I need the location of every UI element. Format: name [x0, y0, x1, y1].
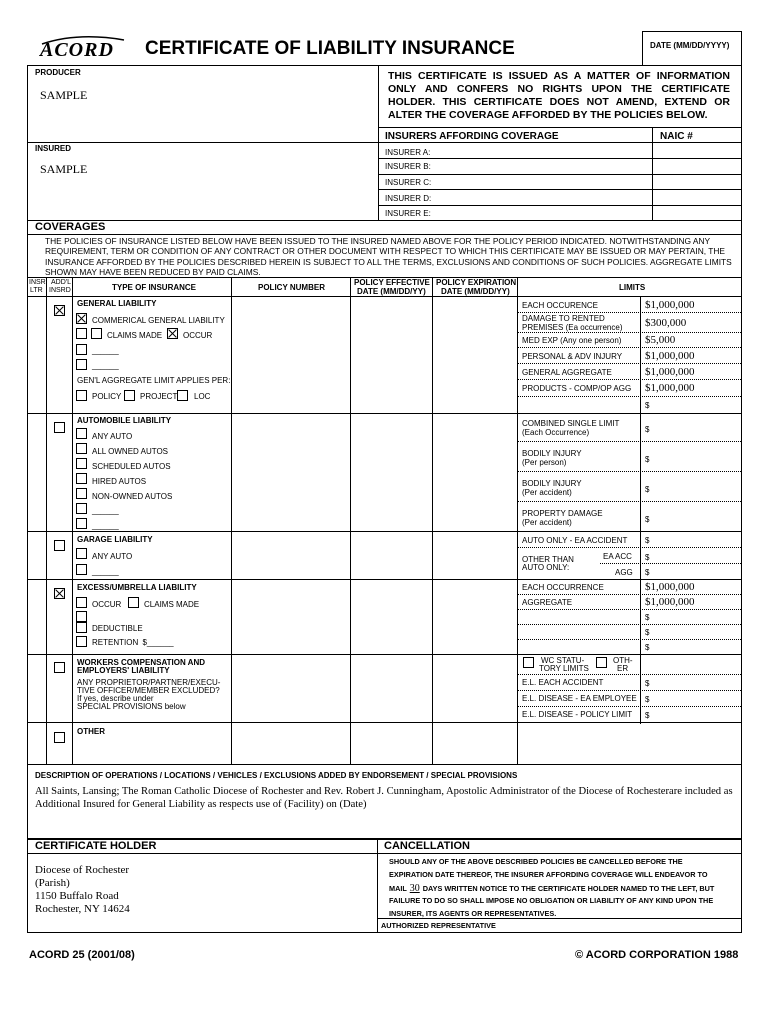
auto-limit-pd-1: PROPERTY DAMAGE — [522, 509, 603, 518]
col-eff-2: DATE (MM/DD/YY) — [357, 287, 426, 296]
gl-limit-damage-2: PREMISES (Ea occurrence) — [522, 323, 623, 332]
loc-label: LOC — [194, 392, 211, 401]
excess-value-aggregate[interactable]: $1,000,000 — [645, 596, 695, 608]
col-insr: INSR — [29, 279, 46, 286]
gl-value-products[interactable]: $1,000,000 — [645, 382, 695, 394]
garage-any-auto-checkbox[interactable] — [76, 548, 87, 559]
cancellation-line-5: INSURER, ITS AGENTS OR REPRESENTATIVES. — [389, 909, 557, 918]
commercial-gl-label: COMMERICAL GENERAL LIABILITY — [92, 316, 225, 325]
auto-limit-csl-1: COMBINED SINGLE LIMIT — [522, 419, 620, 428]
copyright: © ACORD CORPORATION 1988 — [575, 949, 739, 961]
auto-limit-bi-accident-2: (Per accident) — [522, 488, 572, 497]
certificate-notice: THIS CERTIFICATE IS ISSUED AS A MATTER OF INFORMATION ONLY AND CONFERS NO RIGHTS UPON THE CERTIFICATE HOLDER. THIS CERTIFICATE DOES NOT AMEND, EXTEND OR ALTER THE COVERAGE AFFORDED BY THE POLICIES BELOW. — [388, 70, 730, 121]
occur-label: OCCUR — [183, 331, 213, 340]
retention-amount[interactable]: $______ — [142, 638, 174, 647]
commercial-gl-checkbox[interactable] — [76, 313, 87, 324]
wc-question-3: If yes, describe under — [77, 694, 154, 703]
holder-line-3[interactable]: 1150 Buffalo Road — [35, 890, 119, 902]
gl-limit-personal: PERSONAL & ADV INJURY — [522, 352, 623, 361]
auto-blank-checkbox-1[interactable] — [76, 503, 87, 514]
page-title: CERTIFICATE OF LIABILITY INSURANCE — [145, 38, 515, 59]
scheduled-checkbox[interactable] — [76, 458, 87, 469]
cancellation-line-1: SHOULD ANY OF THE ABOVE DESCRIBED POLICIES BE CANCELLED BEFORE THE — [389, 857, 683, 866]
days-notice-text: DAYS WRITTEN NOTICE TO THE CERTIFICATE HOLDER NAMED TO THE LEFT, BUT — [422, 884, 715, 893]
occur-checkbox[interactable] — [167, 328, 178, 339]
claims-made-checkbox[interactable] — [91, 328, 102, 339]
auto-blank-line-2[interactable]: ______ — [92, 521, 119, 530]
insurer-e[interactable]: INSURER E: — [385, 209, 431, 218]
all-owned-label: ALL OWNED AUTOS — [92, 447, 169, 456]
cancellation-line-3 — [389, 883, 714, 894]
gl-blank-checkbox-3[interactable] — [76, 359, 87, 370]
wc-value-disease-employee[interactable]: $ — [645, 695, 650, 704]
insured-value[interactable]: SAMPLE — [40, 162, 88, 176]
holder-line-1[interactable]: Diocese of Rochester — [35, 864, 130, 876]
auto-value-csl[interactable]: $ — [645, 425, 650, 434]
auto-limit-bi-person-1: BODILY INJURY — [522, 449, 582, 458]
project-checkbox[interactable] — [124, 390, 135, 401]
date-label: DATE (MM/DD/YYYY) — [650, 41, 730, 50]
notice-days[interactable]: 30 — [409, 883, 420, 894]
scheduled-label: SCHEDULED AUTOS — [92, 462, 171, 471]
wc-value-each-accident[interactable]: $ — [645, 679, 650, 688]
wc-value-disease-policy[interactable]: $ — [645, 711, 650, 720]
auto-limit-pd-2: (Per accident) — [522, 518, 572, 527]
wc-oth-2: ER — [617, 664, 629, 673]
gl-agg-applies: GEN'L AGGREGATE LIMIT APPLIES PER: — [77, 376, 231, 385]
gl-addl-checkbox[interactable] — [54, 305, 65, 316]
producer-value[interactable]: SAMPLE — [40, 88, 88, 102]
wc-limit-disease-employee: E.L. DISEASE - EA EMPLOYEE — [522, 694, 637, 703]
gl-limit-each-occurrence: EACH OCCURENCE — [522, 301, 599, 310]
naic-heading: NAIC # — [660, 131, 693, 142]
coverages-text: THE POLICIES OF INSURANCE LISTED BELOW HAVE BEEN ISSUED TO THE INSURED NAMED ABOVE FOR THE POLICY PERIOD INDICATED. NOTWITHSTANDING ANY REQUIREMENT, TERM OR CONDITION OF ANY CONTRACT OR OTHER DOCUMENT WITH RESPECT TO WHICH THIS CERTIFICATE MAY BE ISSUED OR MAY PERTAIN, THE INSURANCE AFFORDED BY THE POLICIES DESCRIBED HEREIN IS SUBJECT TO ALL THE TERMS, EXCLUSIONS AND CONDITIONS OF SUCH POLICIES. AGGREGATE LIMITS SHOWN MAY HAVE BEEN REDUCED BY PAID CLAIMS. — [45, 236, 732, 278]
retention-label — [92, 638, 174, 648]
gl-blank-checkbox-1[interactable] — [76, 328, 87, 339]
garage-limit-auto-only: AUTO ONLY - EA ACCIDENT — [522, 536, 628, 545]
excess-value-5[interactable]: $ — [645, 643, 650, 652]
excess-addl-checkbox[interactable] — [54, 588, 65, 599]
insurer-c[interactable]: INSURER C: — [385, 178, 432, 187]
wc-question-2: TIVE OFFICER/MEMBER EXCLUDED? — [77, 686, 220, 695]
wc-title-1: WORKERS COMPENSATION AND — [77, 658, 205, 667]
hired-label: HIRED AUTOS — [92, 477, 147, 486]
auto-blank-checkbox-2[interactable] — [76, 518, 87, 529]
excess-occur-checkbox[interactable] — [76, 597, 87, 608]
col-eff-1: POLICY EFFECTIVE — [354, 278, 430, 287]
auto-title: AUTOMOBILE LIABILITY — [77, 416, 172, 425]
garage-addl-checkbox[interactable] — [54, 540, 65, 551]
policy-checkbox[interactable] — [76, 390, 87, 401]
producer-label: PRODUCER — [35, 68, 81, 77]
wc-oth-1: OTH- — [613, 656, 633, 665]
non-owned-checkbox[interactable] — [76, 488, 87, 499]
gl-value-personal[interactable]: $1,000,000 — [645, 350, 695, 362]
other-title: OTHER — [77, 727, 105, 736]
col-limits: LIMITS — [619, 283, 646, 292]
wc-question-4: SPECIAL PROVISIONS below — [77, 702, 186, 711]
gl-value-extra[interactable]: $ — [645, 401, 650, 410]
cancellation-heading: CANCELLATION — [384, 840, 470, 852]
any-auto-checkbox[interactable] — [76, 428, 87, 439]
deductible-label: DEDUCTIBLE — [92, 624, 143, 633]
all-owned-checkbox[interactable] — [76, 443, 87, 454]
excess-value-3[interactable]: $ — [645, 613, 650, 622]
garage-value-agg[interactable]: $ — [645, 568, 650, 577]
garage-value-ea-acc[interactable]: $ — [645, 553, 650, 562]
col-policy: POLICY NUMBER — [258, 283, 325, 292]
certificate-holder-heading: CERTIFICATE HOLDER — [35, 840, 157, 852]
col-insrd: INSRD — [49, 287, 71, 294]
mail-text: MAIL — [389, 884, 407, 893]
wc-statu-1: WC STATU- — [541, 656, 585, 665]
garage-ea-acc-label: EA ACC — [603, 552, 632, 561]
auto-blank-line-1[interactable]: ______ — [92, 506, 119, 515]
gl-limit-damage-1: DAMAGE TO RENTED — [522, 314, 605, 323]
excess-value-each-occurrence[interactable]: $1,000,000 — [645, 581, 695, 593]
description-label: DESCRIPTION OF OPERATIONS / LOCATIONS / VEHICLES / EXCLUSIONS ADDED BY ENDORSEMENT / SPECIAL PROVISIONS — [35, 771, 518, 780]
retention-checkbox[interactable] — [76, 636, 87, 647]
retention-text: RETENTION — [92, 638, 139, 647]
wc-limit-disease-policy: E.L. DISEASE - POLICY LIMIT — [522, 710, 633, 719]
col-addl: ADD'L — [51, 279, 72, 286]
insurer-d[interactable]: INSURER D: — [385, 194, 432, 203]
non-owned-label: NON-OWNED AUTOS — [92, 492, 173, 501]
coverages-heading: COVERAGES — [35, 221, 106, 233]
excess-value-4[interactable]: $ — [645, 628, 650, 637]
col-exp-2: DATE (MM/DD/YY) — [441, 287, 510, 296]
garage-value-auto-only[interactable]: $ — [645, 536, 650, 545]
wc-question-1: ANY PROPRIETOR/PARTNER/EXECU- — [77, 678, 221, 687]
wc-addl-checkbox[interactable] — [54, 662, 65, 673]
auto-limit-bi-person-2: (Per person) — [522, 458, 567, 467]
holder-line-2[interactable]: (Parish) — [35, 877, 70, 889]
project-label: PROJECT — [140, 392, 178, 401]
authorized-representative-label: AUTHORIZED REPRESENTATIVE — [381, 921, 496, 930]
description-line-2[interactable]: Additional Insured for General Liability as respects use of (Facility) on (Date) — [35, 799, 367, 810]
gl-blank-line-2[interactable]: ______ — [92, 361, 119, 370]
garage-blank-line[interactable]: ______ — [92, 567, 119, 576]
wc-other-checkbox[interactable] — [596, 657, 607, 668]
wc-statu-2: TORY LIMITS — [539, 664, 589, 673]
description-line-1[interactable]: All Saints, Lansing; The Roman Catholic Diocese of Rochester and Rev. Robert J. Cunningham, Apostolic Administrator of the Diocese of Rochesterare included as — [35, 786, 733, 797]
insured-label: INSURED — [35, 144, 72, 153]
gl-title: GENERAL LIABILITY — [77, 299, 157, 308]
gl-value-each-occurrence[interactable]: $1,000,000 — [645, 299, 695, 311]
cancellation-line-4: FAILURE TO DO SO SHALL IMPOSE NO OBLIGATION OR LIABILITY OF ANY KIND UPON THE — [389, 896, 714, 905]
cancellation-line-2: EXPIRATION DATE THEREOF, THE INSURER AFFORDING COVERAGE WILL ENDEAVOR TO — [389, 870, 708, 879]
gl-limit-med-exp: MED EXP (Any one person) — [522, 336, 622, 345]
gl-limit-products: PRODUCTS - COMP/OP AGG — [522, 384, 632, 393]
excess-blank-checkbox[interactable] — [76, 611, 87, 622]
gl-value-med-exp[interactable]: $5,000 — [645, 334, 676, 346]
logo-text: ACORD — [40, 39, 114, 61]
auto-value-bi-person[interactable]: $ — [645, 455, 650, 464]
wc-title-2: EMPLOYERS' LIABILITY — [77, 666, 170, 675]
policy-label: POLICY — [92, 392, 122, 401]
garage-limit-other-1: OTHER THAN — [522, 555, 574, 564]
excess-occur-label: OCCUR — [92, 600, 122, 609]
acord-logo — [38, 34, 128, 69]
garage-agg-label: AGG — [615, 568, 633, 577]
loc-checkbox[interactable] — [177, 390, 188, 401]
col-type: TYPE OF INSURANCE — [112, 283, 197, 292]
garage-limit-other-2: AUTO ONLY: — [522, 563, 570, 572]
claims-made-label: CLAIMS MADE — [107, 331, 163, 340]
insurer-b[interactable]: INSURER B: — [385, 162, 431, 171]
excess-claims-label: CLAIMS MADE — [144, 600, 200, 609]
auto-limit-csl-2: (Each Occurrence) — [522, 428, 590, 437]
excess-claims-checkbox[interactable] — [128, 597, 139, 608]
deductible-checkbox[interactable] — [76, 622, 87, 633]
gl-blank-line-1[interactable]: ______ — [92, 346, 119, 355]
insurer-a[interactable]: INSURER A: — [385, 148, 431, 157]
any-auto-label: ANY AUTO — [92, 432, 133, 441]
auto-addl-checkbox[interactable] — [54, 422, 65, 433]
gl-value-general-agg[interactable]: $1,000,000 — [645, 366, 695, 378]
wc-statutory-checkbox[interactable] — [523, 657, 534, 668]
holder-line-4[interactable]: Rochester, NY 14624 — [35, 903, 130, 915]
wc-limit-each-accident: E.L. EACH ACCIDENT — [522, 678, 604, 687]
auto-value-pd[interactable]: $ — [645, 515, 650, 524]
auto-value-bi-accident[interactable]: $ — [645, 485, 650, 494]
garage-any-auto-label: ANY AUTO — [92, 552, 133, 561]
excess-limit-each-occurrence: EACH OCCURRENCE — [522, 583, 604, 592]
other-addl-checkbox[interactable] — [54, 732, 65, 743]
form-number: ACORD 25 (2001/08) — [29, 949, 135, 961]
gl-limit-general-agg: GENERAL AGGREGATE — [522, 368, 612, 377]
garage-blank-checkbox[interactable] — [76, 564, 87, 575]
excess-title: EXCESS/UMBRELLA LIABILITY — [77, 583, 197, 592]
garage-title: GARAGE LIABILITY — [77, 535, 153, 544]
gl-value-damage[interactable]: $300,000 — [645, 317, 687, 329]
hired-checkbox[interactable] — [76, 473, 87, 484]
col-exp-1: POLICY EXPIRATION — [436, 278, 517, 287]
insurers-heading: INSURERS AFFORDING COVERAGE — [385, 131, 559, 142]
excess-limit-aggregate: AGGREGATE — [522, 598, 573, 607]
col-ltr: LTR — [30, 287, 43, 294]
auto-limit-bi-accident-1: BODILY INJURY — [522, 479, 582, 488]
gl-blank-checkbox-2[interactable] — [76, 344, 87, 355]
